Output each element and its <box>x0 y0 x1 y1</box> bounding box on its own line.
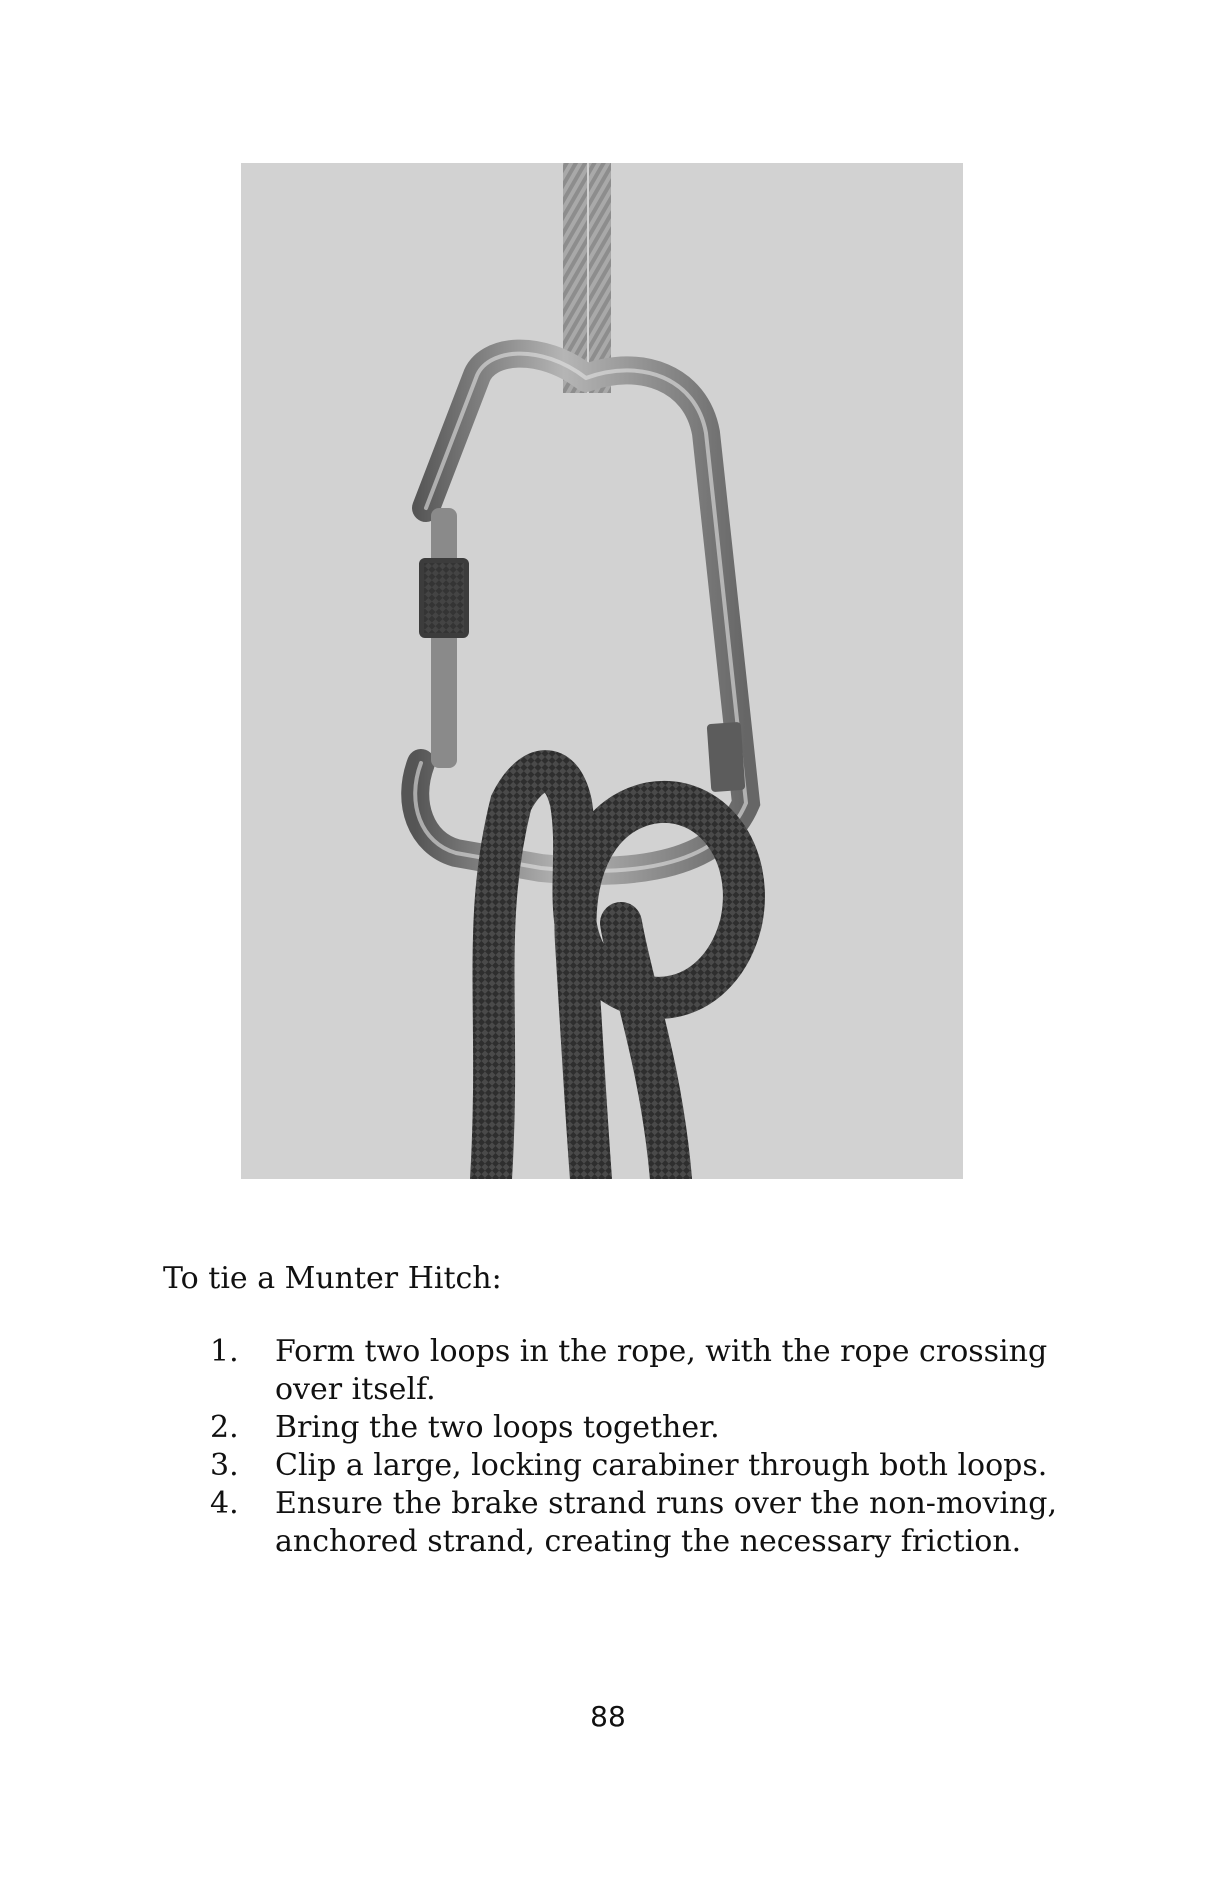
step-number: 2. <box>210 1410 239 1445</box>
step-text: Form two loops in the rope, with the rope crossing over itself. <box>275 1334 1048 1407</box>
step-number: 3. <box>210 1448 239 1483</box>
list-item <box>210 1409 1070 1447</box>
step-number: 4. <box>210 1486 239 1521</box>
page-number: 88 <box>590 1700 626 1733</box>
list-item <box>210 1447 1070 1485</box>
steps-list <box>210 1333 1070 1561</box>
step-text: Clip a large, locking carabiner through both loops. <box>275 1448 1048 1483</box>
step-text: Bring the two loops together. <box>275 1410 720 1445</box>
step-number: 1. <box>210 1334 239 1369</box>
munter-hitch-rope <box>491 771 744 1179</box>
list-item <box>210 1485 1070 1561</box>
list-item <box>210 1333 1070 1409</box>
step-text: Ensure the brake strand runs over the non-moving, anchored strand, creating the necessary friction. <box>275 1486 1058 1559</box>
intro-text: To tie a Munter Hitch: <box>163 1261 502 1296</box>
munter-hitch-photo <box>241 163 963 1179</box>
